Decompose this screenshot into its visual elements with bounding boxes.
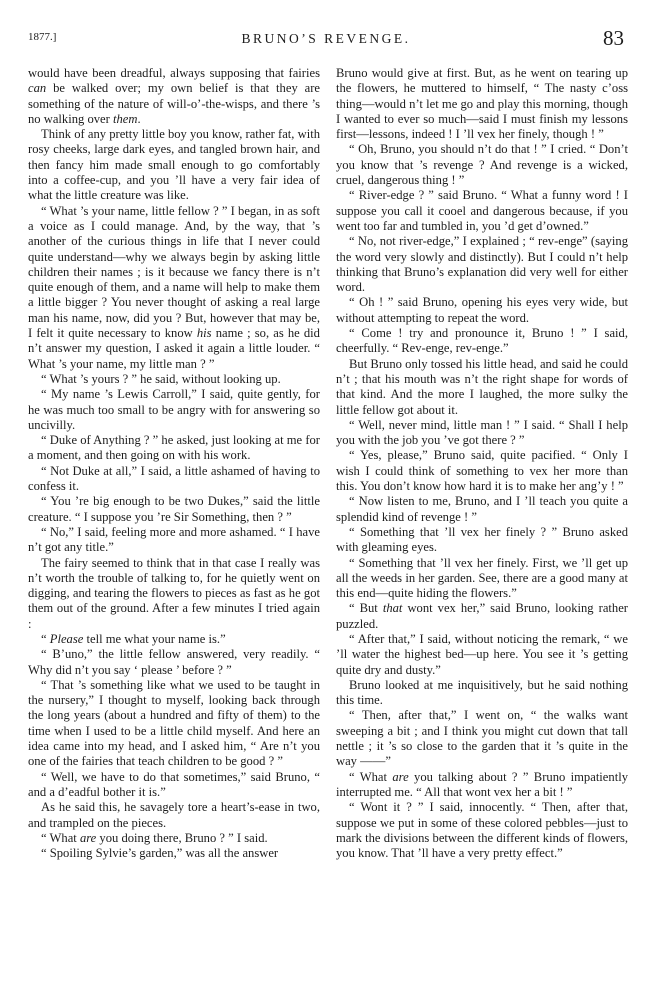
paragraph: “ After that,” I said, without noticing the remark, “ we ’ll water the highest bed—up here. You see it ’s getting quite dry and dusty.” <box>336 631 628 677</box>
paragraph: “ Please tell me what your name is.” <box>41 631 226 646</box>
paragraph: “ Yes, please,” Bruno said, quite pacified. “ Only I wish I could think of something to vex her more than this. You don’t know how hard it is to make her ang’y ! ” <box>336 448 628 494</box>
running-header <box>28 28 624 52</box>
paragraph: “ What ’s yours ? ” he said, without looking up. <box>41 371 281 386</box>
paragraph: Think of any pretty little boy you know, rather fat, with rosy cheeks, large dark eyes, and tangled brown hair, and then fancy him made small enough to go comfortably into a coffee-cup, and you ’ll have a very fair idea of what the little creature was like. <box>28 127 320 203</box>
page-number: 83 <box>603 26 624 50</box>
paragraph: “ What are you doing there, Bruno ? ” I said. <box>41 830 268 845</box>
paragraph: Bruno looked at me inquisitively, but he said nothing this time. <box>336 677 628 708</box>
paragraph: “ Oh ! ” said Bruno, opening his eyes very wide, but without attempting to repeat the word. <box>336 295 628 325</box>
header-year: 1877.] <box>28 31 57 43</box>
paragraph: “ B’uno,” the little fellow answered, very readily. “ Why did n’t you say ‘ please ’ before ? ” <box>28 647 320 677</box>
paragraph: “ You ’re big enough to be two Dukes,” said the little creature. “ I suppose you ’re Sir Something, then ? ” <box>28 494 320 524</box>
paragraph: “ That ’s something like what we used to be taught in the nursery,” I thought to myself, looking back through the long years (about a hundred and fifty of them) to the time when I used to be a little child myself. And here an idea came into my head, and I asked him, “ Are n’t you one of the fairies that teach children to be good ? ” <box>28 677 320 769</box>
paragraph: “ Wont it ? ” I said, innocently. “ Then, after that, suppose we put in some of these colored pebbles—just to mark the divisions between the different kinds of flowers, you know. That ’ll have a very pretty effect.” <box>336 800 628 861</box>
paragraph: “ Oh, Bruno, you should n’t do that ! ” I cried. “ Don’t you know that ’s revenge ? And revenge is a wicked, cruel, dangerous thing ! ” <box>336 142 628 188</box>
paragraph: Bruno would give at first. But, as he went on tearing up the flowers, he muttered to himself, “ The nasty c’oss thing—would n’t let me go and play this morning, though I wanted to ever so much—said I must finish my lessons first—lessons, indeed ! I ’ll vex her finely, though ! ” <box>336 66 628 142</box>
left-text-column <box>28 66 320 986</box>
paragraph: “ What are you talking about ? ” Bruno impatiently interrupted me. “ All that wont vex her a bit ! ” <box>336 769 628 799</box>
paragraph: “ Well, never mind, little man ! ” I said. “ Shall I help you with the job you ’ve got there ? ” <box>336 417 628 448</box>
paragraph: “ Come ! try and pronounce it, Bruno ! ” I said, cheerfully. “ Rev-enge, rev-enge.” <box>336 326 628 356</box>
paragraph: “ Not Duke at all,” I said, a little ashamed of having to confess it. <box>28 463 320 494</box>
paragraph: But Bruno only tossed his little head, and said he could n’t ; that his mouth was n’t the right shape for words of that kind. And the more I laughed, the more sulky the little fellow got about it. <box>336 356 628 417</box>
paragraph: “ But that wont vex her,” said Bruno, looking rather puzzled. <box>336 601 628 631</box>
paragraph: “ Now listen to me, Bruno, and I ’ll teach you quite a splendid kind of revenge ! ” <box>336 494 628 524</box>
paragraph: “ Something that ’ll vex her finely ? ” Bruno asked with gleaming eyes. <box>336 524 628 555</box>
paragraph: “ My name ’s Lewis Carroll,” I said, quite gently, for he was much too small to be angry with for answering so uncivilly. <box>28 387 320 432</box>
paragraph: “ Well, we have to do that sometimes,” said Bruno, “ and a d’eadful bother it is.” <box>28 769 320 799</box>
right-text-column <box>336 66 628 986</box>
paragraph: “ Something that ’ll vex her finely. First, we ’ll get up all the weeds in her garden. See, there are a good many at this end—quite hiding the flowers.” <box>336 555 628 601</box>
paragraph: would have been dreadful, always supposing that fairies can be walked over; my own belief is that they are something of the nature of will-o’-the-wisps, and there ’s no walking over them. <box>28 66 320 126</box>
paragraph: “ No, not river-edge,” I explained ; “ rev-enge” (saying the word very slowly and distinctly). But I could n’t help thinking that Bruno’s explanation did very well for either word. <box>336 234 628 295</box>
header-title: BRUNO’S REVENGE. <box>241 31 411 46</box>
paragraph: “ Then, after that,” I went on, “ the walks want sweeping a bit ; and I think you might cut down that tall nettle ; it ’s so close to the garden that it ’s quite in the way ——” <box>336 708 628 769</box>
paragraph: The fairy seemed to think that in that case I really was n’t worth the trouble of talking to, for he quietly went on digging, and tearing the flowers to pieces as fast as he got them out of the ground. After a few minutes I tried again : <box>28 555 320 631</box>
paragraph: “ Duke of Anything ? ” he asked, just looking at me for a moment, and then going on with his work. <box>28 433 320 463</box>
paragraph: “ Spoiling Sylvie’s garden,” was all the answer <box>41 846 279 861</box>
paragraph: “ No,” I said, feeling more and more ashamed. “ I have n’t got any title.” <box>28 524 320 555</box>
paragraph: “ What ’s your name, little fellow ? ” I began, in as soft a voice as I could manage. And, by the way, that ’s another of the curious things in life that I never could quite understand—why we always begin by asking little children their names ; is it because we fancy there is n’t quite enough of them, and a name will help to make them a little bigger ? You never thought of asking a real large man his name, now, did you ? But, however that may be, I felt it quite necessary to know his name ; so, as he did n’t answer my question, I asked it again a little louder. “ What ’s your name, my little man ? ” <box>28 203 320 371</box>
paragraph: “ River-edge ? ” said Bruno. “ What a funny word ! I suppose you call it cooel and dangerous because, if you went too far and tumbled in, you ’d get d’owned.” <box>336 188 628 233</box>
paragraph: As he said this, he savagely tore a heart’s-ease in two, and trampled on the pieces. <box>28 800 320 830</box>
